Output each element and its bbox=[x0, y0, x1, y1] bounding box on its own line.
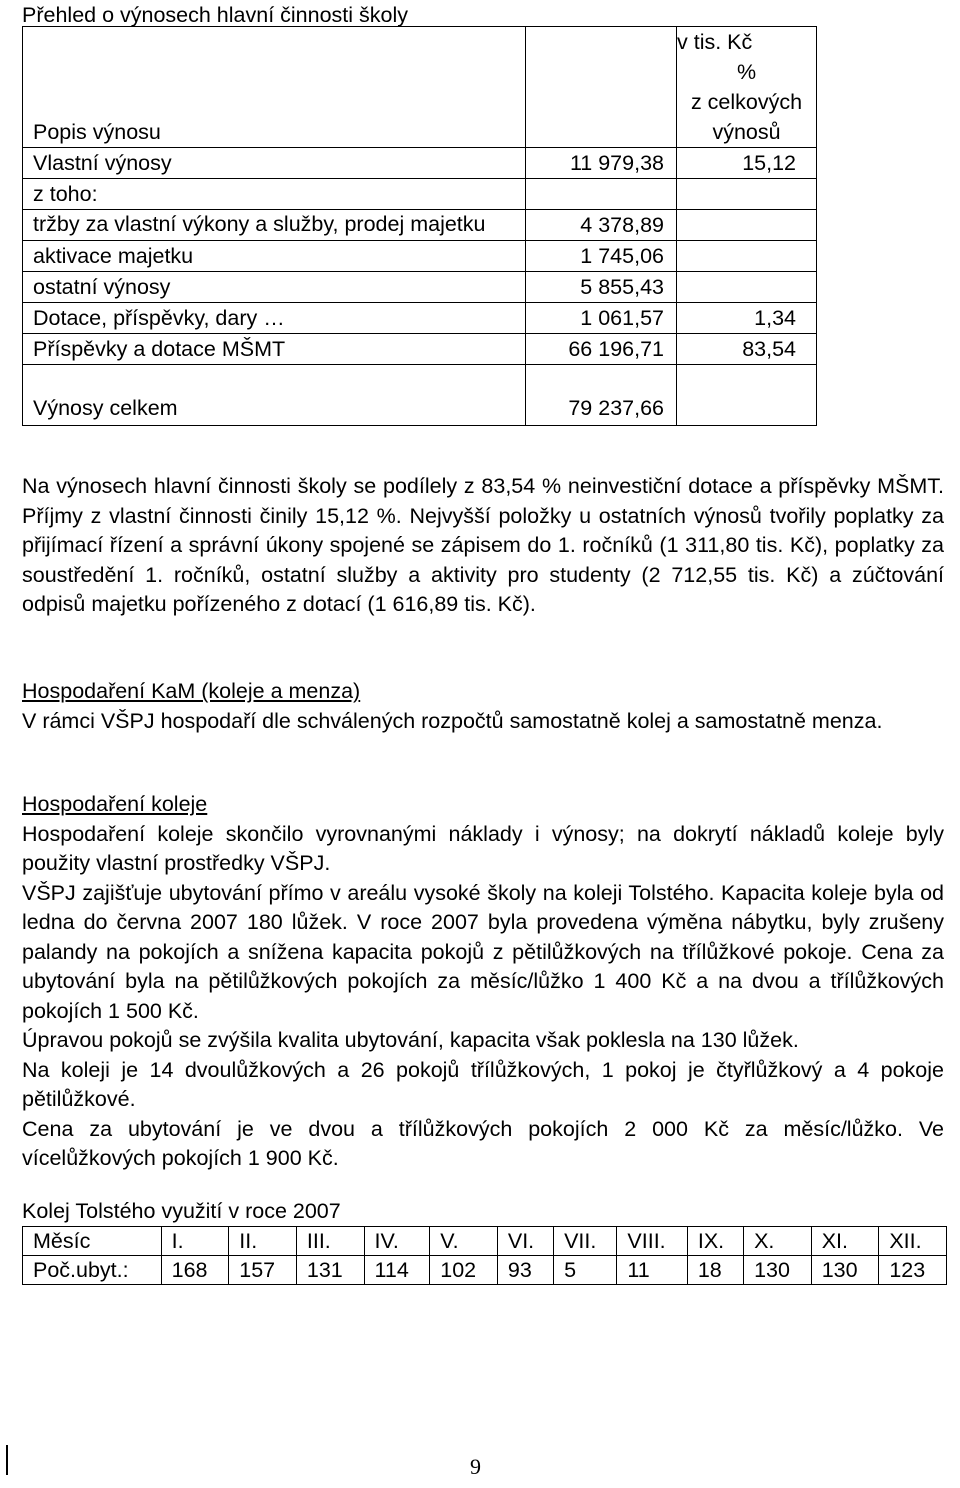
text-cursor bbox=[6, 1445, 8, 1475]
koleje-paragraph: Úpravou pokojů se zvýšila kvalita ubytování, kapacita však poklesla na 130 lůžek. bbox=[22, 1028, 799, 1052]
summary-section bbox=[22, 472, 944, 620]
koleje-section bbox=[22, 790, 944, 1174]
desc-header: Popis výnosu bbox=[23, 57, 526, 148]
koleje-paragraph: Na koleji je 14 dvoulůžkových a 26 pokojů třílůžkových, 1 pokoj je čtyřlůžkový a 4 pokoje pětilůžkové. bbox=[22, 1057, 944, 1111]
koleje-paragraph: Cena za ubytování je ve dvou a třílůžkových pokojích 2 000 Kč za měsíc/lůžko. Ve vícelůžkových pokojích 1 900 Kč. bbox=[22, 1116, 944, 1170]
unit-label: v tis. Kč bbox=[677, 27, 817, 58]
page-number: 9 bbox=[470, 1454, 481, 1479]
table-row: ostatní výnosy 5 855,43 bbox=[23, 272, 817, 303]
usage-caption: Kolej Tolstého využití v roce 2007 bbox=[22, 1199, 341, 1223]
table-row: Poč.ubyt.: 168 157 131 114 102 93 5 11 18 130 130 123 bbox=[23, 1256, 947, 1285]
table-row-total: Výnosy celkem 79 237,66 bbox=[23, 365, 817, 426]
kam-heading: Hospodaření KaM (koleje a menza) bbox=[22, 679, 361, 703]
table-row: Dotace, příspěvky, dary … 1 061,57 1,34 bbox=[23, 303, 817, 334]
table-row: aktivace majetku 1 745,06 bbox=[23, 241, 817, 272]
table-row: Příspěvky a dotace MŠMT 66 196,71 83,54 bbox=[23, 334, 817, 365]
koleje-paragraph: Hospodaření koleje skončilo vyrovnanými náklady i výnosy; na dokrytí nákladů koleje byly použity vlastní prostředky VŠPJ. bbox=[22, 821, 944, 875]
table-row: z toho: bbox=[23, 179, 817, 210]
kam-paragraph: V rámci VŠPJ hospodaří dle schválených rozpočtů samostatně kolej a samostatně menza. bbox=[22, 708, 883, 733]
revenue-table bbox=[22, 26, 817, 426]
usage-table bbox=[22, 1226, 947, 1285]
table-row: Měsíc I. II. III. IV. V. VI. VII. VIII. IX. X. XI. XII. bbox=[23, 1227, 947, 1256]
percent-header: % z celkových výnosů bbox=[677, 57, 817, 148]
koleje-paragraph: VŠPJ zajišťuje ubytování přímo v areálu vysoké školy na koleji Tolstého. Kapacita koleje byla od ledna do června 2007 180 lůžek. V roce 2007 byla provedena výměna nábytku, byly zrušeny palandy na pokojích a snížena kapacita pokojů z pětilůžkových na třílůžkové pokoje. Cena za ubytování byla na pětilůžkových pokojích za měsíc/lůžko 1 400 Kč a na dvou a třílůžkových pokojích 1 500 Kč. bbox=[22, 880, 944, 1023]
table-row: tržby za vlastní výkony a služby, prodej majetku 4 378,89 bbox=[23, 210, 817, 241]
page-title: Přehled o výnosech hlavní činnosti školy bbox=[22, 3, 409, 27]
koleje-heading: Hospodaření koleje bbox=[22, 792, 208, 816]
table-row: Vlastní výnosy 11 979,38 15,12 bbox=[23, 148, 817, 179]
kam-section bbox=[22, 677, 944, 736]
summary-paragraph: Na výnosech hlavní činnosti školy se podílely z 83,54 % neinvestiční dotace a příspěvky MŠMT. Příjmy z vlastní činnosti činily 15,12 %. Nejvyšší položky u ostatních výnosů tvořily poplatky za přijímací řízení a správní úkony spojené se zápisem do 1. ročníků (1 311,80 tis. Kč), poplatky za soustředění 1. ročníků, ostatní služby a aktivity pro studenty (2 712,55 tis. Kč) a zúčtování odpisů majetku pořízeného z dotací (1 616,89 tis. Kč). bbox=[22, 474, 944, 616]
